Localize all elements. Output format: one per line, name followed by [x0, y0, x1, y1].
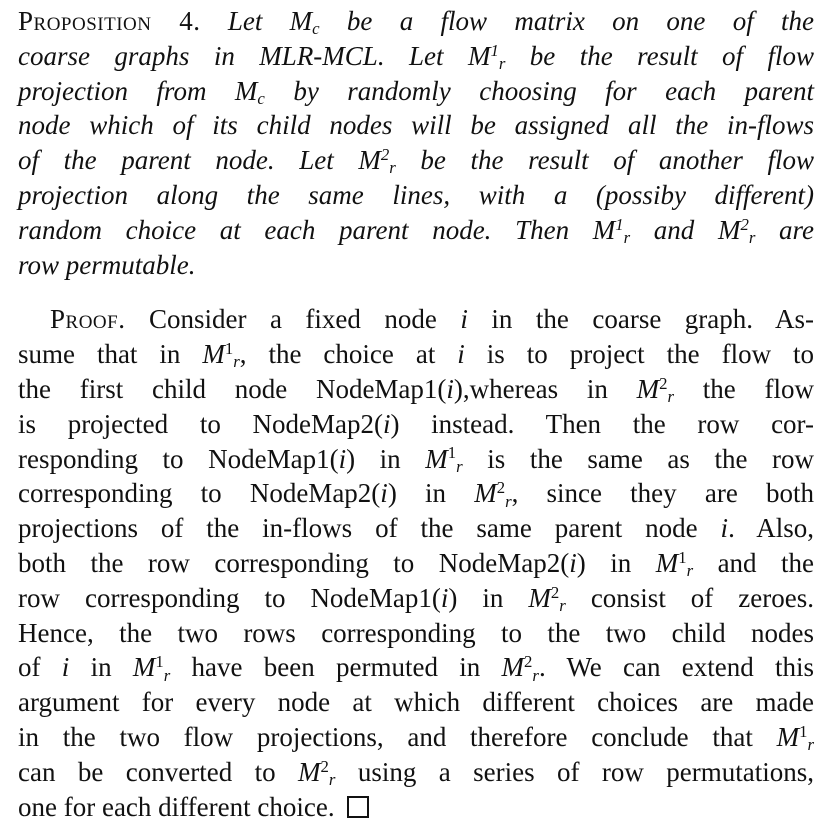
proof-line-2: sume that in $M^1_r$, the choice at i is to project the flow to — [18, 338, 815, 372]
proposition-line-3: projection from $M_c$ by randomly choosing for each parent — [18, 75, 815, 108]
proof-line-9: row corresponding to NodeMap1(i) in $M^2_r$ consist of zeroes. — [18, 582, 814, 615]
proof-heading: Proof. — [50, 304, 126, 335]
proposition-line-2: coarse graphs in MLR-MCL. Let $M^1_r$ be the result of flow — [18, 40, 815, 73]
proposition-line-1: Proposition 4. Let $M_c$ be a flow matrix on one of the — [18, 6, 815, 39]
proof-line-6: corresponding to NodeMap2(i) in $M^2_r$, since they are both — [18, 478, 814, 511]
proof-line-5: responding to NodeMap1(i) in $M^1_r$ is the same as the row — [18, 443, 815, 476]
qed-square-icon — [347, 796, 369, 818]
proof-line-8: both the row corresponding to NodeMap2(i) in $M^1_r$ and the — [18, 547, 814, 581]
paper-page — [18, 4, 814, 824]
proof-line-13: in the two flow projections, and therefore conclude that $M^1_r$ — [18, 721, 814, 755]
proposition-line-4: node which of its child nodes will be assigned all the in-flows — [18, 110, 814, 141]
proposition-heading: Proposition 4. — [18, 6, 201, 36]
proposition-line-7: random choice at each parent node. Then $M^1_r$ and $M^2_r$ are — [18, 214, 814, 247]
proposition-line-6: projection along the same lines, with a (possiby different) — [18, 179, 814, 210]
proof-block — [18, 302, 814, 824]
proof-line-4: is projected to NodeMap2(i) instead. Then the row cor- — [18, 408, 815, 439]
proposition-line-8: row permutable. — [18, 249, 196, 280]
proof-line-10: Hence, the two rows corresponding to the two child nodes — [18, 617, 814, 648]
proof-line-14: can be converted to $M^2_r$ using a series of row permutations, — [18, 756, 814, 789]
proof-line-15: one for each different choice. — [18, 790, 814, 825]
proof-line-1: Proof. Consider a fixed node i in the coarse graph. As- — [50, 304, 815, 335]
proof-line-7: projections of the in-flows of the same parent node i. Also, — [18, 513, 814, 544]
proof-line-12: argument for every node at which different choices are made — [18, 687, 814, 718]
proposition-block — [18, 4, 814, 282]
proposition-line-5: of the parent node. Let $M^2_r$ be the result of another flow — [18, 144, 815, 178]
proof-line-3: the first child node NodeMap1(i),whereas in $M^2_r$ the flow — [18, 373, 814, 407]
proof-line-11: of i in $M^1_r$ have been permuted in $M^2_r$. We can extend this — [18, 652, 815, 685]
